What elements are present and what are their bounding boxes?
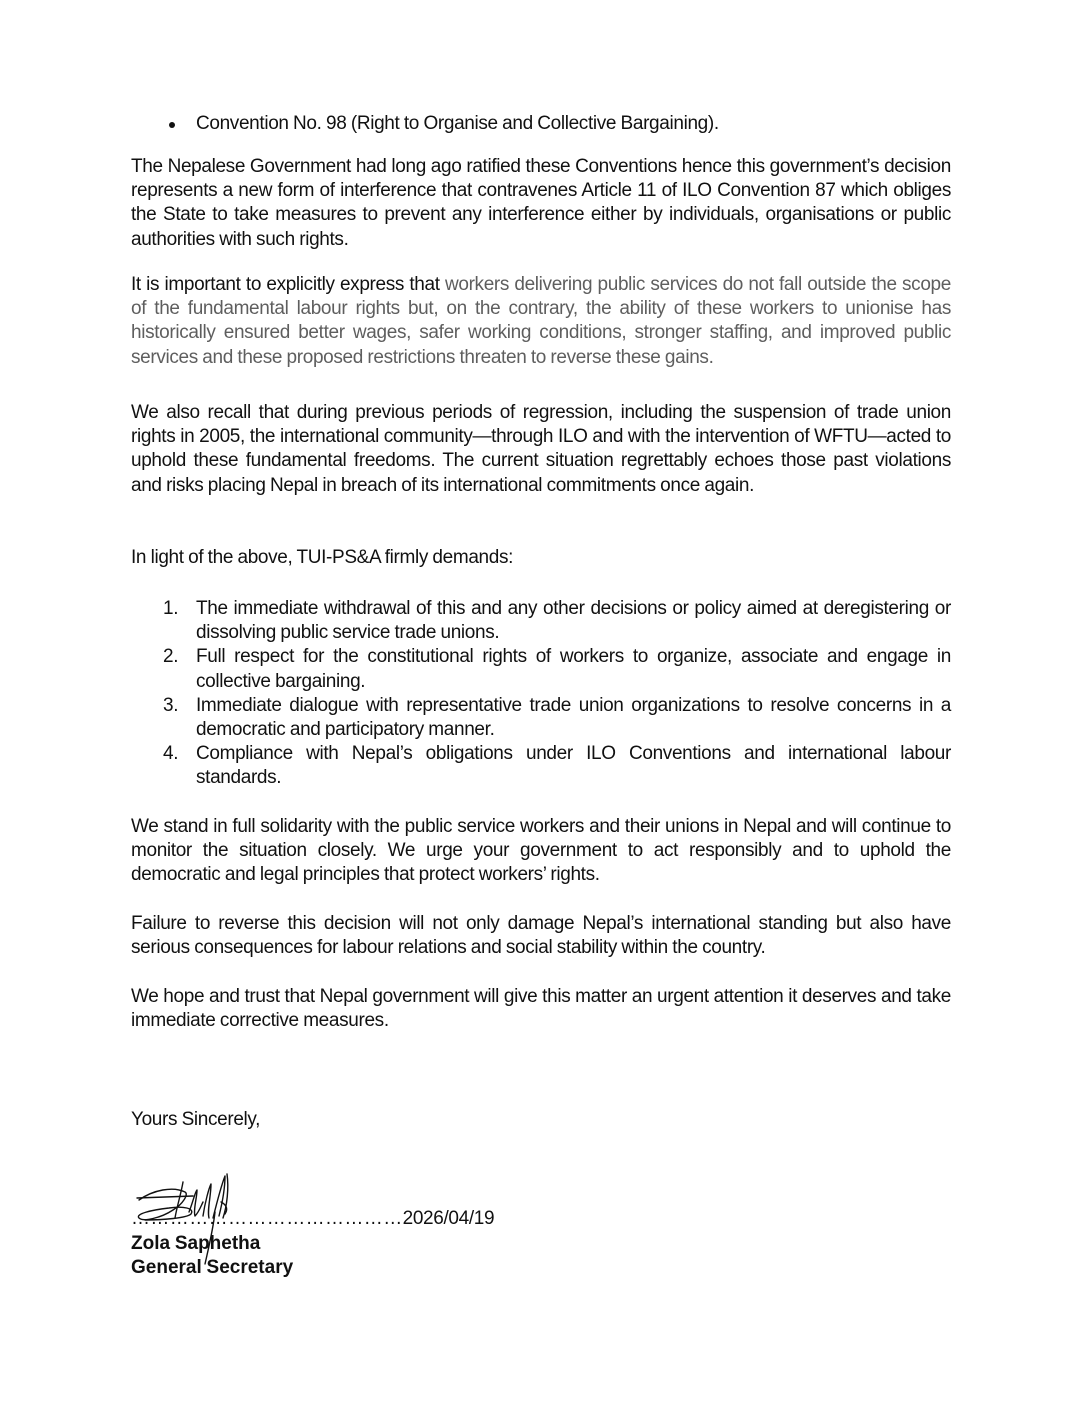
paragraph-consequences: Failure to reverse this decision will not only damage Nepal’s international standing but also have serious consequences for labour relations and social stability within the country. xyxy=(131,913,951,959)
demand-text: Immediate dialogue with representative trade union organizations to resolve concerns in a democratic and participatory manner. xyxy=(196,694,951,741)
paragraph-lead: It is important to explicitly express that xyxy=(131,274,445,295)
demand-text: Compliance with Nepal’s obligations under ILO Conventions and international labour standards. xyxy=(196,743,951,789)
demand-item xyxy=(131,645,951,693)
bullet-text: Convention No. 98 (Right to Organise and Collective Bargaining). xyxy=(196,113,719,134)
paragraph-ratification: The Nepalese Government had long ago ratified these Conventions hence this government’s decision represents a new form of interference that contravenes Article 11 of ILO Convention 87 which obliges the State to take measures to prevent any interference either by individuals, organisations or public authorities with such rights. xyxy=(131,156,951,250)
paragraph-solidarity: We stand in full solidarity with the public service workers and their unions in Nepal and will continue to monitor the situation closely. We urge your government to act responsibly and to uphold the democratic and legal principles that protect workers’ rights. xyxy=(131,816,951,886)
demand-number: 4. xyxy=(163,743,179,765)
paragraph-history: We also recall that during previous periods of regression, including the suspension of trade union rights in 2005, the international community—through ILO and with the intervention of WFTU—acted to uphold these fundamental freedoms. The current situation regrettably echoes those past violations and risks placing Nepal in breach of its international commitments once again. xyxy=(131,402,951,496)
paragraph-hope: We hope and trust that Nepal government will give this matter an urgent attention it deserves and take immediate corrective measures. xyxy=(131,986,951,1032)
signature-date: 2026/04/19 xyxy=(402,1208,495,1229)
demand-item xyxy=(131,742,951,790)
signature-dots: …………………………………… xyxy=(131,1208,403,1229)
signature-date-line xyxy=(131,1207,494,1231)
demand-text: The immediate withdrawal of this and any other decisions or policy aimed at deregistering or dissolving public service trade unions. xyxy=(196,598,951,644)
signer-title: General Secretary xyxy=(131,1257,294,1278)
demand-number: 3. xyxy=(163,694,179,716)
demand-item xyxy=(131,597,951,645)
demand-number: 1. xyxy=(163,598,179,619)
demand-number: 2. xyxy=(163,646,179,668)
demand-item xyxy=(131,694,951,742)
demands-list xyxy=(131,597,951,791)
closing-salutation: Yours Sincerely, xyxy=(131,1109,261,1130)
paragraph-public-services xyxy=(131,273,951,370)
signer-name: Zola Saphetha xyxy=(131,1233,261,1254)
paragraph-highlighted-text: workers delivering public services do not fall outside the scope of the fundamental labour rights but, on the contrary, the ability of these workers to unionise has historically ensured better wages, safer working conditions, stronger staffing, and improved public services and these proposed restrictions threaten to reverse these gains. xyxy=(131,274,951,368)
demand-text: Full respect for the constitutional rights of workers to organize, associate and engage in collective bargaining. xyxy=(196,646,951,692)
bullet-icon xyxy=(169,122,175,128)
paragraph-demands-intro: In light of the above, TUI-PS&A firmly demands: xyxy=(131,547,514,568)
